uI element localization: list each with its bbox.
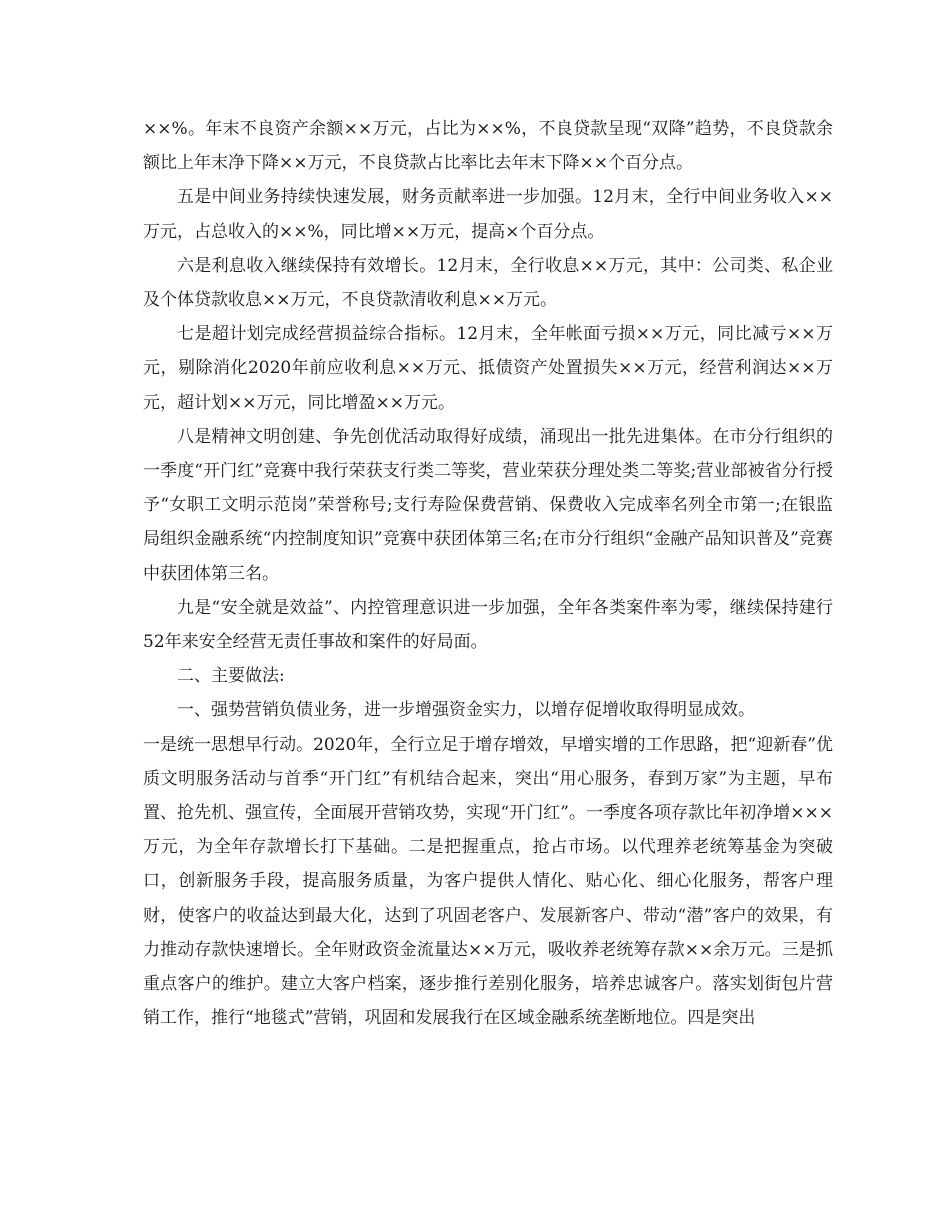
section-heading-main-practices: 二、主要做法: xyxy=(177,666,285,687)
paragraph-4: 七是超计划完成经营损益综合指标。12月末，全年帐面亏损××万元，同比减亏××万元，剔除消化2020年前应收利息××万元、抵债资产处置损失××万元，经营利润达××万元，超计划××万元，同比增盈××万元。 xyxy=(143,324,833,413)
paragraph-5: 八是精神文明创建、争先创优活动取得好成绩，涌现出一批先进集体。在市分行组织的一季度“开门红”竞赛中我行荣获支行类二等奖，营业荣获分理处类二等奖;营业部被省分行授予“女职工文明示范岗”荣誉称号;支行寿险保费营销、保费收入完成率名列全市第一;在银监局组织金融系统“内控制度知识”竞赛中获团体第三名;在市分行组织“金融产品知识普及”竞赛中获团体第三名。 xyxy=(143,426,833,584)
paragraph-6: 九是“安全就是效益”、内控管理意识进一步加强，全年各类案件率为零，继续保持建行52年来安全经营无责任事故和案件的好局面。 xyxy=(143,597,833,653)
paragraph-9: 一是统一思想早行动。2020年，全行立足于增存增效，早增实增的工作思路，把“迎新春”优质文明服务活动与首季“开门红”有机结合起来，突出“用心服务，春到万家”为主题，早布置、抢先机、强宣传，全面展开营销攻势，实现“开门红”。一季度各项存款比年初净增×××万元，为全年存款增长打下基础。二是把握重点，抢占市场。以代理养老统筹基金为突破口，创新服务手段，提高服务质量，为客户提供人情化、贴心化、细心化服务，帮客户理财，使客户的收益达到最大化，达到了巩固老客户、发展新客户、带动“潜”客户的效果，有力推动存款快速增长。全年财政资金流量达××万元，吸收养老统筹存款××余万元。三是抓重点客户的维护。建立大客户档案，逐步推行差别化服务，培养忠诚客户。落实划街包片营销工作，推行“地毯式”营销，巩固和发展我行在区域金融系统垄断地位。四是突出 xyxy=(143,734,833,1029)
subsection-heading-liability-business: 一、强势营销负债业务，进一步增强资金实力，以增存促增收取得明显成效。 xyxy=(177,700,755,721)
paragraph-2: 五是中间业务持续快速发展，财务贡献率进一步加强。12月末，全行中间业务收入××万元，占总收入的××%，同比增××万元，提高×个百分点。 xyxy=(143,187,833,242)
paragraph-1: ××%。年末不良资产余额××万元，占比为××%，不良贷款呈现“双降”趋势，不良贷款余额比上年末净下降××万元，不良贷款占比率比去年末下降××个百分点。 xyxy=(143,119,833,174)
document-body xyxy=(143,112,833,1035)
paragraph-3: 六是利息收入继续保持有效增长。12月末，全行收息××万元，其中：公司类、私企业及个体贷款收息××万元，不良贷款清收利息××万元。 xyxy=(143,255,833,311)
